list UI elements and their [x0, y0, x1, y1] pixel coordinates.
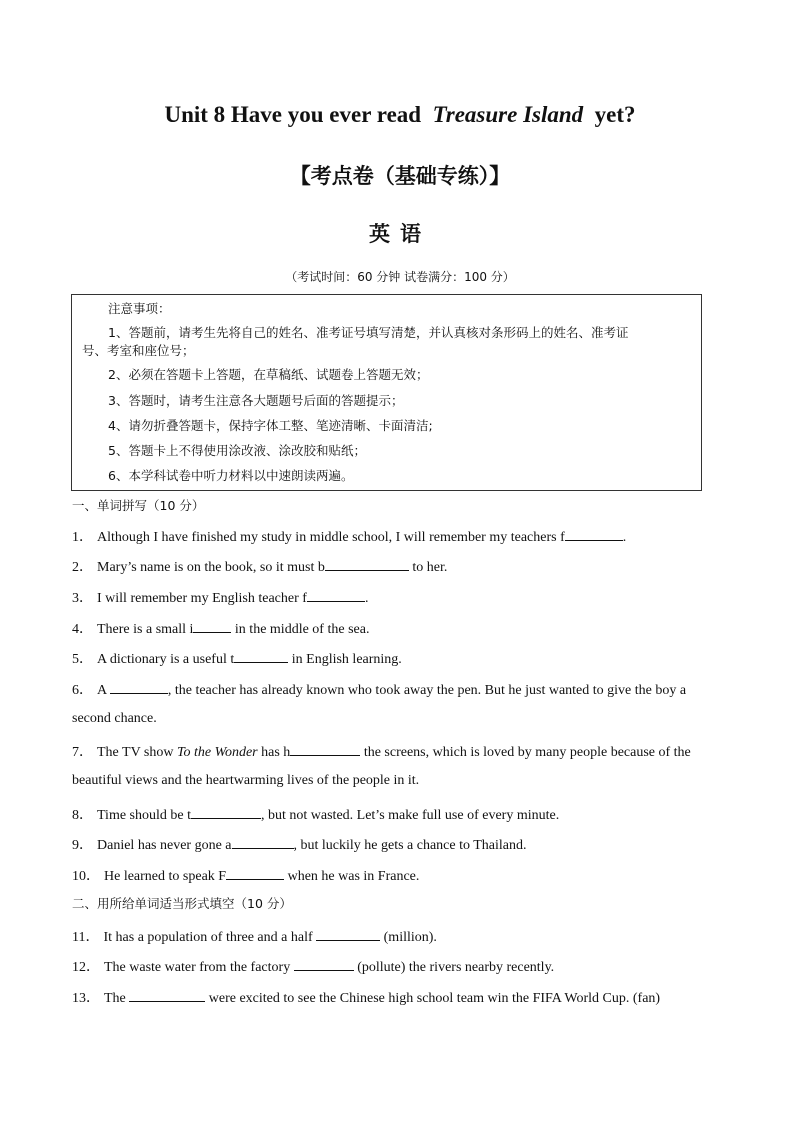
- question-text: I will remember my English teacher f: [97, 591, 307, 606]
- notice-box: [71, 294, 702, 491]
- answer-blank[interactable]: [232, 834, 294, 849]
- question-5: [72, 648, 402, 668]
- question-number: 3．: [72, 591, 93, 606]
- question-text: The: [104, 991, 130, 1006]
- question-text: He learned to speak F: [104, 869, 227, 884]
- question-text: has h: [257, 745, 291, 760]
- question-10: [72, 865, 419, 885]
- question-7-cont: beautiful views and the heartwarming lives of the people in it.: [72, 773, 420, 788]
- question-text: in the middle of the sea.: [231, 622, 370, 637]
- question-text: (pollute) the rivers nearby recently.: [353, 960, 555, 975]
- question-text: (million).: [380, 930, 437, 945]
- question-9: [72, 834, 527, 854]
- question-8: [72, 804, 559, 824]
- exam-info: （考试时间：60 分钟 试卷满分：100 分）: [285, 270, 515, 284]
- answer-blank[interactable]: [325, 556, 409, 571]
- question-6: [72, 679, 686, 699]
- question-4: [72, 618, 369, 638]
- question-text: , the teacher has already known who took away the pen. But he just wanted to give the boy a: [167, 683, 687, 698]
- question-number: 8．: [72, 808, 93, 823]
- answer-blank[interactable]: [234, 648, 288, 663]
- show-title: To the Wonder: [176, 745, 258, 760]
- question-number: 10．: [72, 869, 100, 884]
- question-number: 13．: [72, 991, 100, 1006]
- question-text: in English learning.: [288, 652, 402, 667]
- notice-item-1-cont: 号、考室和座位号；: [82, 343, 195, 358]
- question-text: were excited to see the Chinese high school team win the FIFA World Cup. (fan): [205, 991, 661, 1006]
- answer-blank[interactable]: [307, 587, 365, 602]
- notice-heading: 注意事项：: [108, 301, 171, 316]
- question-text: The TV show: [97, 745, 177, 760]
- answer-blank[interactable]: [129, 987, 205, 1002]
- title-main: Unit 8 Have you ever read: [164, 102, 422, 127]
- question-3: [72, 587, 368, 607]
- page-subtitle: 【考点卷（基础专练）】: [289, 164, 511, 188]
- question-number: 6．: [72, 683, 93, 698]
- answer-blank[interactable]: [565, 526, 623, 541]
- question-text: , but not wasted. Let’s make full use of every minute.: [261, 808, 560, 823]
- question-text: Time should be t: [97, 808, 191, 823]
- answer-blank[interactable]: [226, 865, 284, 880]
- notice-item-4: 4、请勿折叠答题卡，保持字体工整、笔迹清晰、卡面清洁;: [108, 418, 433, 433]
- title-book: Treasure Island: [432, 102, 584, 127]
- answer-blank[interactable]: [316, 926, 380, 941]
- question-text: The waste water from the factory: [104, 960, 294, 975]
- notice-item-6: 6、本学科试卷中听力材料以中速朗读两遍。: [108, 468, 354, 483]
- answer-blank[interactable]: [110, 679, 168, 694]
- question-text: , but luckily he gets a chance to Thailand.: [293, 838, 527, 853]
- question-text: the screens, which is loved by many people because of the: [360, 745, 691, 760]
- question-7: [72, 741, 691, 761]
- answer-blank[interactable]: [294, 956, 354, 971]
- question-number: 7．: [72, 745, 93, 760]
- answer-blank[interactable]: [193, 618, 231, 633]
- question-11: [72, 926, 437, 946]
- question-text: A dictionary is a useful t: [97, 652, 235, 667]
- question-2: [72, 556, 447, 576]
- question-text: There is a small i: [97, 622, 194, 637]
- subject-label: 英语: [369, 222, 431, 246]
- question-number: 9．: [72, 838, 93, 853]
- question-12: [72, 956, 554, 976]
- answer-blank[interactable]: [191, 804, 261, 819]
- question-text: It has a population of three and a half: [103, 930, 317, 945]
- question-13: [72, 987, 660, 1007]
- question-text: .: [364, 591, 369, 606]
- question-text: .: [622, 530, 627, 545]
- question-number: 11．: [72, 930, 100, 945]
- question-number: 5．: [72, 652, 93, 667]
- question-text: to her.: [408, 560, 448, 575]
- question-number: 12．: [72, 960, 100, 975]
- question-6-cont: second chance.: [72, 711, 157, 726]
- notice-item-2: 2、必须在答题卡上答题，在草稿纸、试题卷上答题无效；: [108, 367, 429, 382]
- question-text: Although I have finished my study in middle school, I will remember my teachers f: [97, 530, 565, 545]
- page-title: [0, 102, 800, 128]
- question-1: [72, 526, 626, 546]
- section-heading-2: 二、用所给单词适当形式填空（10 分）: [72, 896, 292, 911]
- question-number: 4．: [72, 622, 93, 637]
- question-text: Mary’s name is on the book, so it must b: [97, 560, 325, 575]
- notice-item-1: 1、答题前，请考生先将自己的姓名、准考证号填写清楚，并认真核对条形码上的姓名、准考证: [108, 325, 629, 340]
- question-text: when he was in France.: [284, 869, 420, 884]
- title-end: yet?: [594, 102, 636, 127]
- notice-item-5: 5、答题卡上不得使用涂改液、涂改胶和贴纸；: [108, 443, 366, 458]
- question-text: Daniel has never gone a: [97, 838, 232, 853]
- notice-item-3: 3、答题时，请考生注意各大题题号后面的答题提示；: [108, 393, 404, 408]
- question-number: 1．: [72, 530, 93, 545]
- question-text: A: [97, 683, 110, 698]
- question-number: 2．: [72, 560, 93, 575]
- section-heading-1: 一、单词拼写（10 分）: [72, 498, 205, 513]
- answer-blank[interactable]: [290, 741, 360, 756]
